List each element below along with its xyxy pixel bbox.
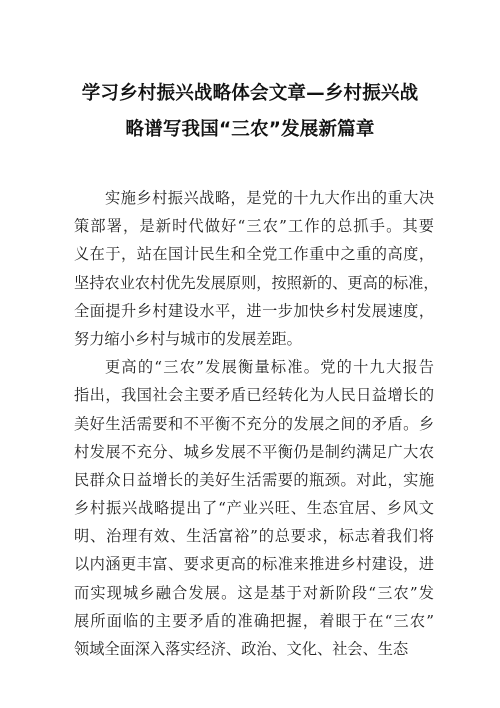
title-line: 略谱写我国“三农”发展新篇章 — [125, 119, 375, 140]
paragraph-line: 乡村振兴战略提出了“产业兴旺、生态宜居、乡风文 — [74, 499, 434, 518]
paragraph-line: 展所面临的主要矛盾的准确把握，着眼于在“三农” — [74, 611, 434, 630]
paragraph — [74, 184, 439, 353]
paragraph-line: 领域全面深入落实经济、政治、文化、社会、生态 — [74, 640, 409, 658]
paragraph-line: 指出，我国社会主要矛盾已经转化为人民日益增长的 — [74, 386, 434, 405]
document-body — [74, 184, 439, 663]
paragraph — [74, 353, 434, 663]
paragraph-line: 明、治理有效、生活富裕”的总要求，标志着我们将 — [74, 527, 434, 546]
paragraph-line: 村发展不充分、城乡发展不平衡仍是制约满足广大农 — [74, 442, 434, 461]
paragraph-line: 努力缩小乡村与城市的发展差距。 — [74, 329, 302, 348]
paragraph-line: 更高的“三农”发展衡量标准。党的十九大报告 — [105, 358, 434, 377]
paragraph-line: 美好生活需要和不平衡不充分的发展之间的矛盾。乡 — [74, 414, 434, 433]
paragraph-line: 坚持农业农村优先发展原则，按照新的、更高的标准， — [74, 273, 439, 292]
paragraph-line: 以内涵更丰富、要求更高的标准来推进乡村建设，进 — [74, 555, 434, 574]
paragraph-line: 全面提升乡村建设水平，进一步加快乡村发展速度， — [74, 301, 434, 320]
paragraph-line: 义在于，站在国计民生和全党工作重中之重的高度， — [74, 245, 434, 264]
paragraph-line: 策部署，是新时代做好“三农”工作的总抓手。其要 — [74, 217, 434, 236]
document-title — [60, 76, 440, 148]
paragraph-line: 实施乡村振兴战略，是党的十九大作出的重大决 — [105, 189, 434, 207]
paragraph-line: 民群众日益增长的美好生活需要的瓶颈。对此，实施 — [74, 470, 434, 489]
paragraph-line: 而实现城乡融合发展。这是基于对新阶段“三农”发 — [74, 583, 434, 602]
title-line: 学习乡村振兴战略体会文章—乡村振兴战 — [81, 83, 419, 104]
